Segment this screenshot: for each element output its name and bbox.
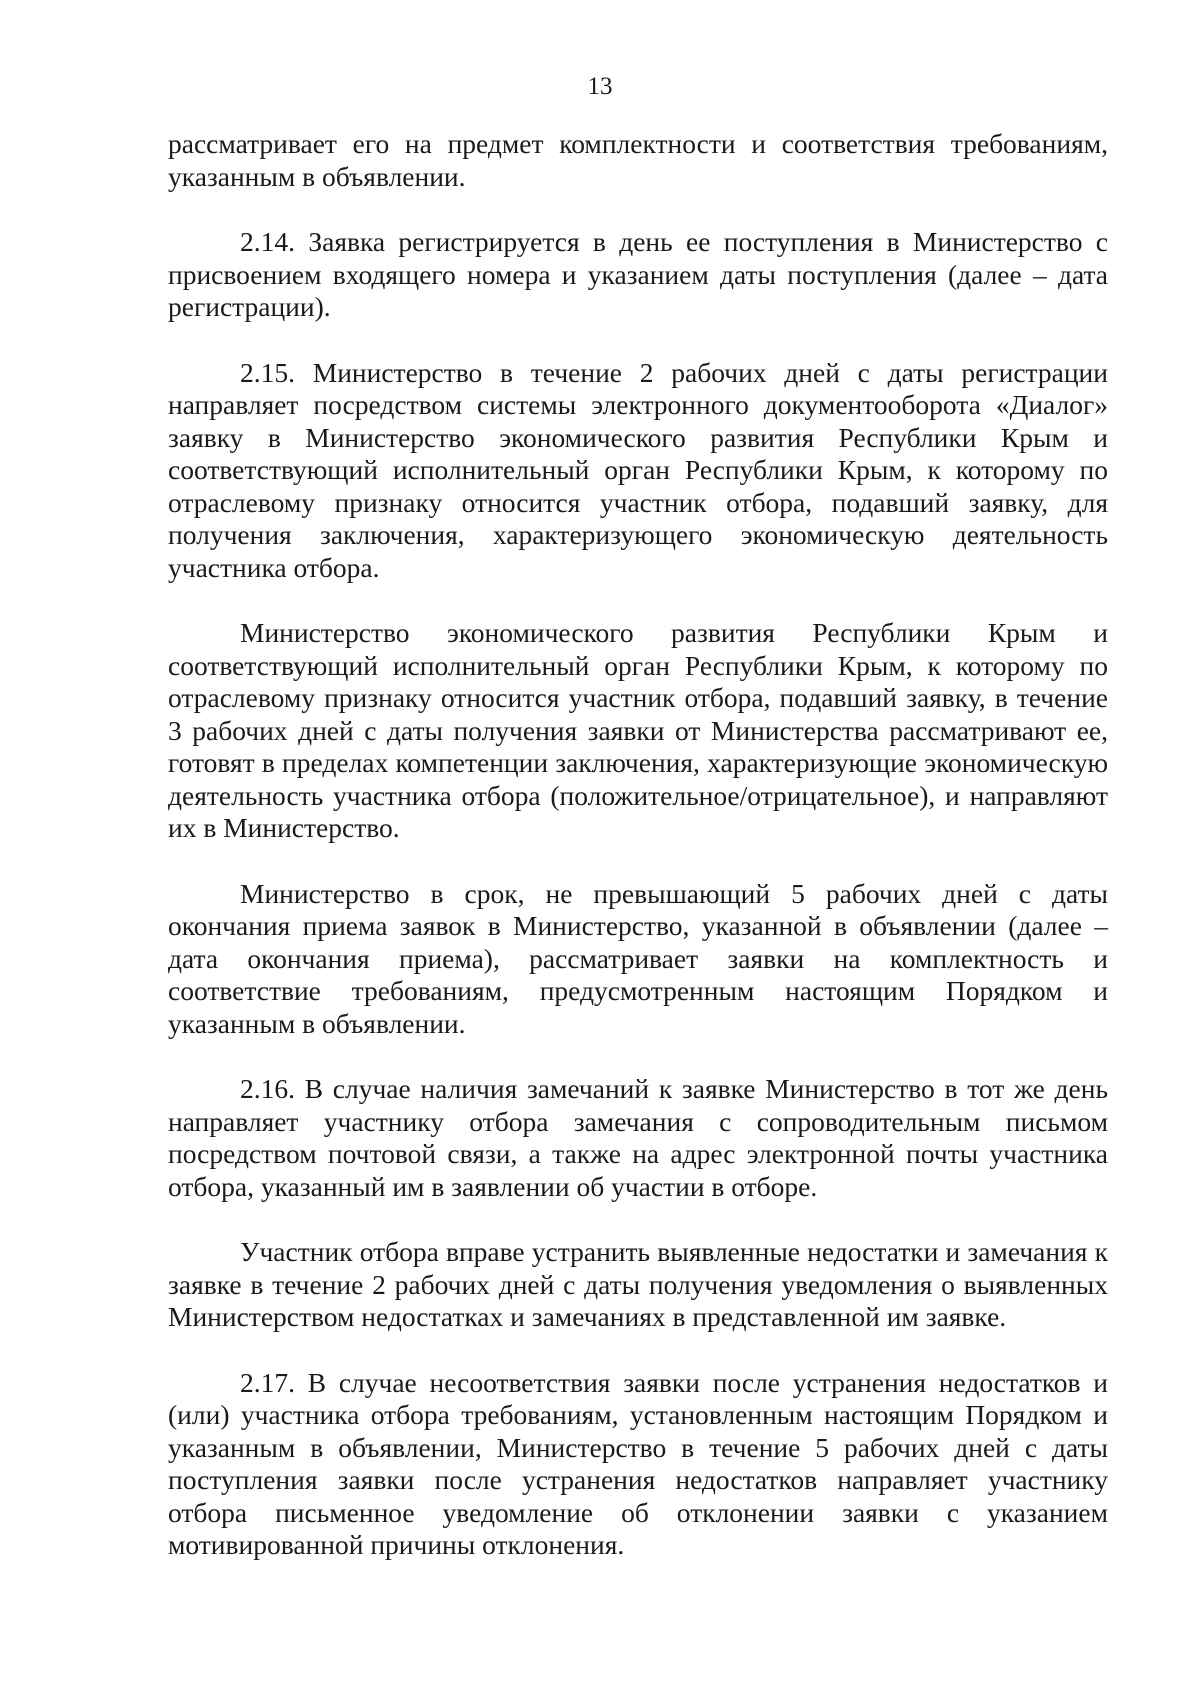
paragraph-2-14: 2.14. Заявка регистрируется в день ее поступления в Министерство с присвоением входящего номера и указанием даты поступления (далее – дата регистрации). [168,226,1108,322]
paragraph-continuation: рассматривает его на предмет комплектности и соответствия требованиям, указанным в объявлении. [168,128,1108,192]
paragraph-2-16: 2.16. В случае наличия замечаний к заявке Министерство в тот же день направляет участнику отбора замечания с сопроводительным письмом посредством почтовой связи, а также на адрес электронной почты участника отбора, указанный им в заявлении об участии в отборе. [168,1073,1108,1202]
paragraph-2-15-review: Министерство в срок, не превышающий 5 рабочих дней с даты окончания приема заявок в Министерство, указанной в объявлении (далее – дата окончания приема), рассматривает заявки на комплектность и соответствие требованиям, предусмотренным настоящим Порядком и указанным в объявлении. [168,877,1108,1039]
document-body [168,128,1108,1562]
paragraph-2-17: 2.17. В случае несоответствия заявки после устранения недостатков и (или) участника отбора требованиям, установленным настоящим Порядком и указанным в объявлении, Министерство в течение 5 рабочих дней с даты поступления заявки после устранения недостатков направляет участнику отбора письменное уведомление об отклонении заявки с указанием мотивированной причины отклонения. [168,1366,1108,1560]
paragraph-2-15: 2.15. Министерство в течение 2 рабочих дней с даты регистрации направляет посредством системы электронного документооборота «Диалог» заявку в Министерство экономического развития Республики Крым и соответствующий исполнительный орган Республики Крым, к которому по отраслевому признаку относится участник отбора, подавший заявку, для получения заключения, характеризующего экономическую деятельность участника отбора. [168,356,1108,583]
paragraph-2-16-corrections: Участник отбора вправе устранить выявленные недостатки и замечания к заявке в течение 2 рабочих дней с даты получения уведомления о выявленных Министерством недостатках и замечаниях в представленной им заявке. [168,1236,1108,1332]
page-number: 13 [587,73,613,100]
paragraph-2-15-ministry-economy: Министерство экономического развития Республики Крым и соответствующий исполнительный орган Республики Крым, к которому по отраслевому признаку относится участник отбора, подавший заявку, в течение 3 рабочих дней с даты получения заявки от Министерства рассматривают ее, готовят в пределах компетенции заключения, характеризующие экономическую деятельность участника отбора (положительное/отрицательное), и направляют их в Министерство. [168,617,1108,843]
